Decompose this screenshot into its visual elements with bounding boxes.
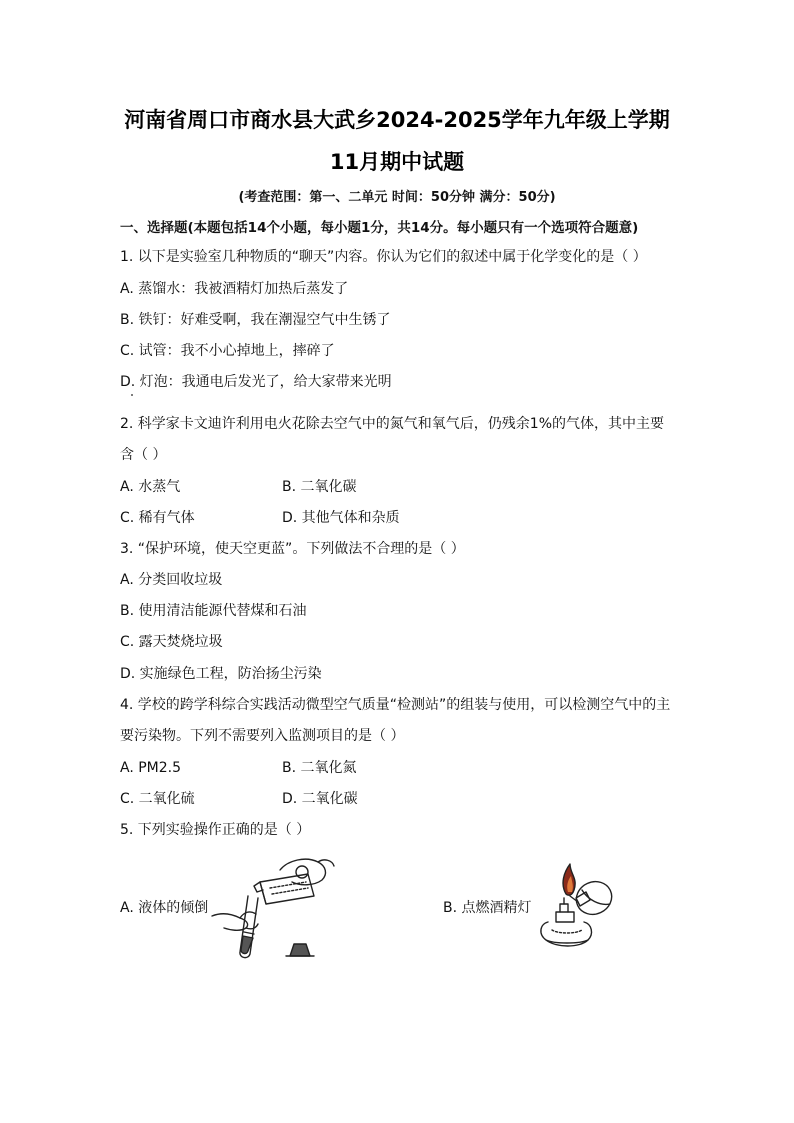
q4-stem-line1: 4. 学校的跨学科综合实践活动微型空气质量“检测站”的组装与使用，可以检测空气中的主	[120, 697, 671, 713]
q3-stem: 3. “保护环境，使天空更蓝”。下列做法不合理的是（ ）	[120, 541, 465, 557]
q4-stem-line2: 要污染物。下列不需要列入监测项目的是（ ）	[120, 728, 405, 744]
alcohol-lamp-illustration	[530, 860, 622, 952]
exam-title-line1: 河南省周口市商水县大武乡2024-2025学年九年级上学期	[124, 108, 670, 132]
q4-option-d[interactable]: D. 二氧化碳	[282, 791, 358, 807]
q3-option-a[interactable]: A. 分类回收垃圾	[120, 572, 223, 588]
q1-stem: 1. 以下是实验室几种物质的“聊天”内容。你认为它们的叙述中属于化学变化的是（ ）	[120, 249, 647, 265]
q1-option-c[interactable]: C. 试管：我不小心掉地上，摔碎了	[120, 343, 335, 359]
q1-option-b[interactable]: B. 铁钉：好难受啊，我在潮湿空气中生锈了	[120, 312, 391, 328]
q4-option-b[interactable]: B. 二氧化氮	[282, 760, 357, 776]
q5-option-a[interactable]: A. 液体的倾倒	[120, 900, 209, 916]
q2-stem-line1: 2. 科学家卡文迪许利用电火花除去空气中的氮气和氧气后，仍残余1%的气体，其中主要	[120, 416, 665, 432]
q4-option-a[interactable]: A. PM2.5	[120, 760, 182, 776]
section-heading: 一、选择题(本题包括14个小题，每小题1分，共14分。每小题只有一个选项符合题意)	[120, 220, 639, 236]
q1-option-a[interactable]: A. 蒸馏水：我被酒精灯加热后蒸发了	[120, 281, 349, 297]
q3-option-c[interactable]: C. 露天焚烧垃圾	[120, 634, 223, 650]
q4-option-c[interactable]: C. 二氧化硫	[120, 791, 195, 807]
q2-stem-line2: 含（ ）	[120, 447, 167, 463]
exam-scope: (考查范围：第一、二单元 时间：50分钟 满分：50分)	[238, 190, 556, 205]
q2-option-d[interactable]: D. 其他气体和杂质	[282, 510, 400, 526]
q3-option-d[interactable]: D. 实施绿色工程，防治扬尘污染	[120, 666, 322, 682]
q1-option-d[interactable]: D. 灯泡：我通电后发光了，给大家带来光明	[120, 374, 392, 390]
liquid-pouring-illustration	[210, 852, 340, 962]
exam-title-line2: 11月期中试题	[329, 150, 465, 174]
q5-stem: 5. 下列实验操作正确的是（ ）	[120, 822, 311, 838]
q2-option-a[interactable]: A. 水蒸气	[120, 479, 181, 495]
q3-option-b[interactable]: B. 使用清洁能源代替煤和石油	[120, 603, 307, 619]
stray-dot	[131, 394, 133, 396]
q2-option-b[interactable]: B. 二氧化碳	[282, 479, 357, 495]
q2-option-c[interactable]: C. 稀有气体	[120, 510, 195, 526]
q5-option-b[interactable]: B. 点燃酒精灯	[443, 900, 532, 916]
